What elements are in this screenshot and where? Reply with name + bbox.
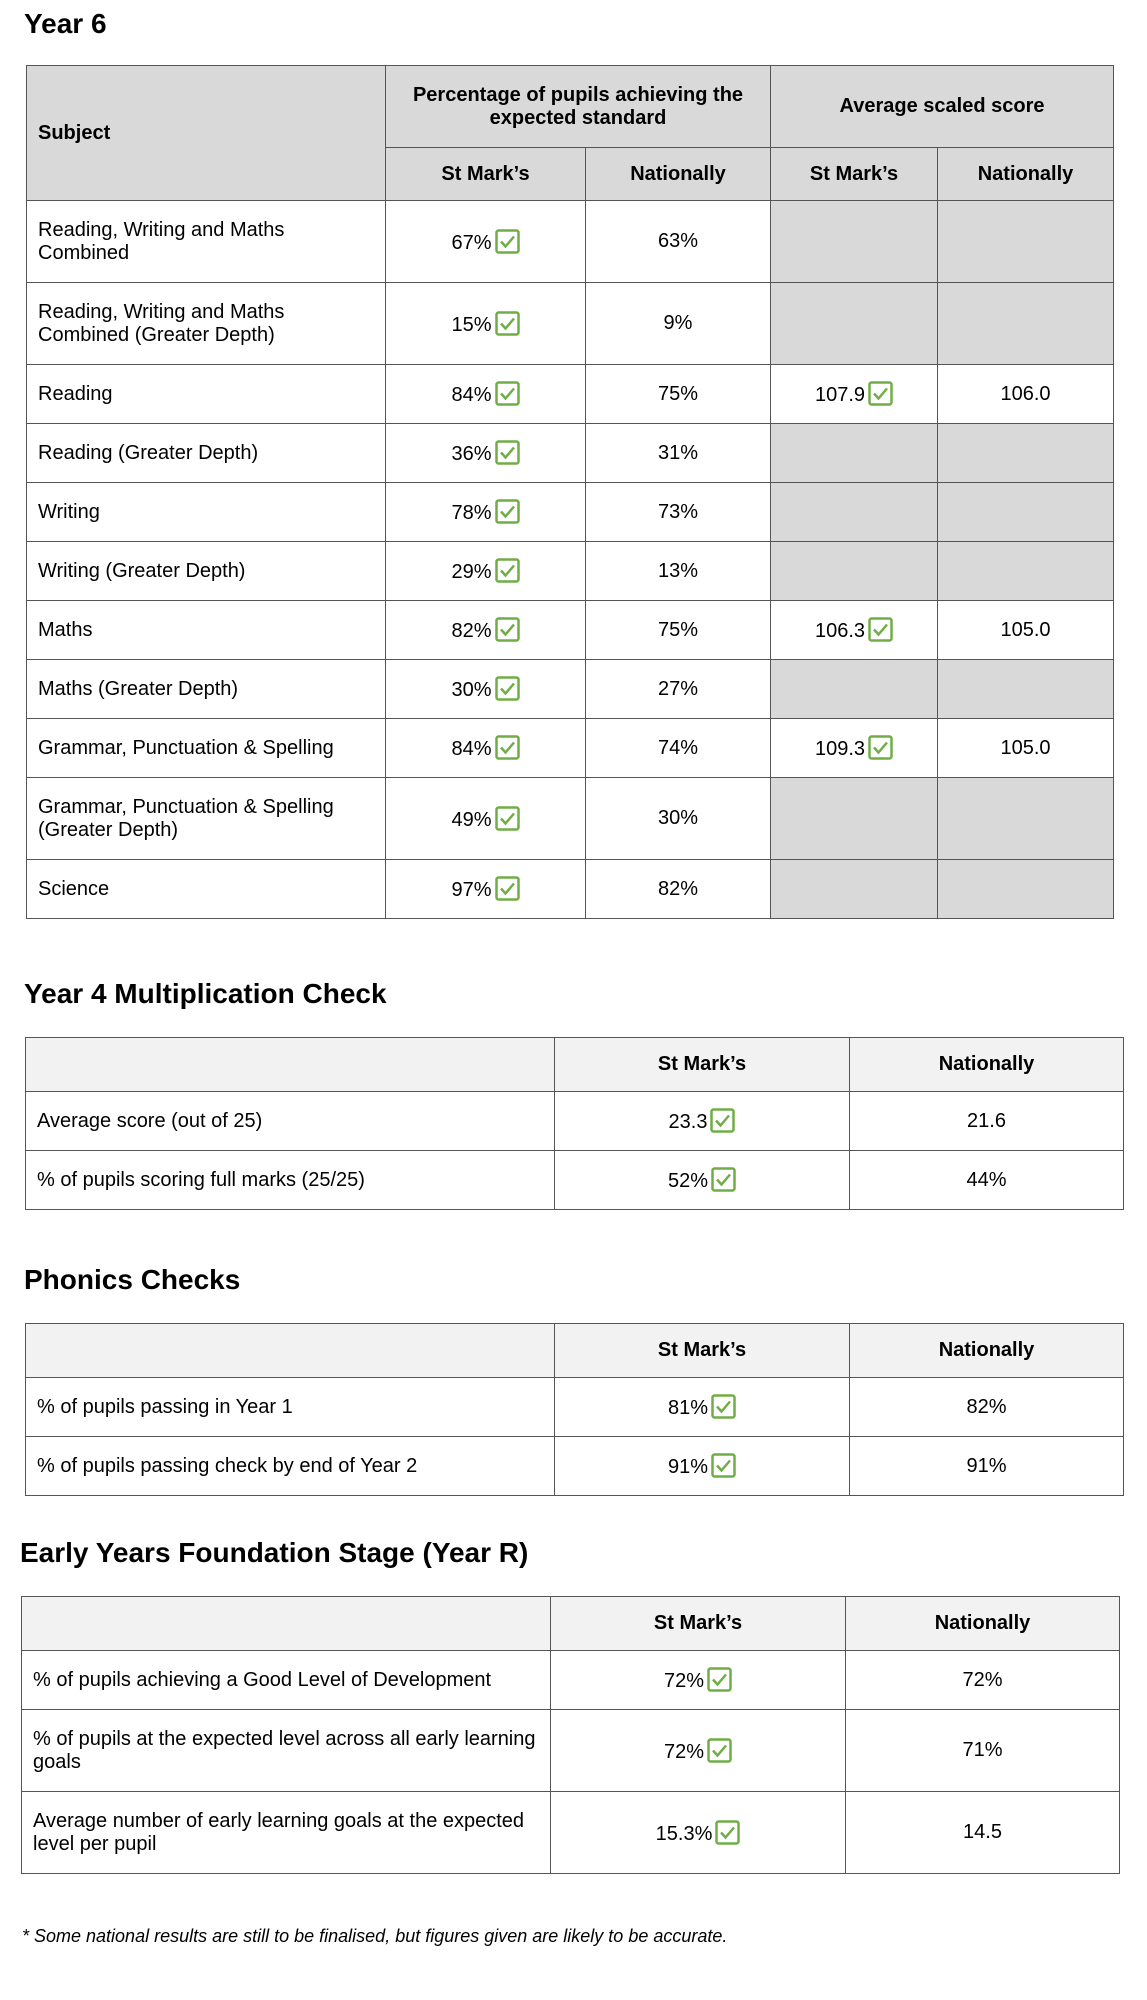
school-cell: 81% <box>555 1378 850 1437</box>
header-national-pct: Nationally <box>586 148 771 201</box>
tick-icon <box>715 1820 740 1845</box>
empty-cell <box>938 860 1114 919</box>
national-cell: 21.6 <box>850 1092 1124 1151</box>
table-row <box>27 201 1114 283</box>
year4-title: Year 4 Multiplication Check <box>24 978 387 1009</box>
header-national: Nationally <box>850 1324 1124 1378</box>
national-cell: 44% <box>850 1151 1124 1210</box>
subject-cell: Writing (Greater Depth) <box>27 542 386 601</box>
header-national-avg: Nationally <box>938 148 1114 201</box>
table-row <box>27 601 1114 660</box>
empty-cell <box>771 424 938 483</box>
header-school: St Mark’s <box>555 1038 850 1092</box>
table-row <box>27 483 1114 542</box>
subject-cell: Grammar, Punctuation & Spelling <box>27 719 386 778</box>
tick-icon <box>495 311 520 336</box>
national-pct-cell: 75% <box>586 601 771 660</box>
subject-cell: Maths <box>27 601 386 660</box>
national-pct-cell: 31% <box>586 424 771 483</box>
table-row <box>22 1710 1120 1792</box>
eyfs-title: Early Years Foundation Stage (Year R) <box>20 1537 529 1568</box>
school-pct-cell: 30% <box>386 660 586 719</box>
national-pct-cell: 27% <box>586 660 771 719</box>
empty-cell <box>771 483 938 542</box>
national-pct-cell: 82% <box>586 860 771 919</box>
table-row <box>27 860 1114 919</box>
year6-table <box>26 65 1114 919</box>
national-cell: 71% <box>846 1710 1120 1792</box>
tick-icon <box>495 499 520 524</box>
national-cell: 91% <box>850 1437 1124 1496</box>
empty-cell <box>938 283 1114 365</box>
header-average-score: Average scaled score <box>771 66 1114 148</box>
table-row <box>27 719 1114 778</box>
school-pct-cell: 84% <box>386 719 586 778</box>
label-cell: % of pupils achieving a Good Level of Development <box>22 1651 551 1710</box>
header-school-avg: St Mark’s <box>771 148 938 201</box>
tick-icon <box>495 440 520 465</box>
header-percentage: Percentage of pupils achieving the expected standard <box>386 66 771 148</box>
table-row <box>26 1092 1124 1151</box>
label-cell: % of pupils passing check by end of Year 2 <box>26 1437 555 1496</box>
table-row <box>27 424 1114 483</box>
tick-icon <box>711 1394 736 1419</box>
tick-icon <box>868 617 893 642</box>
table-row <box>22 1792 1120 1874</box>
empty-cell <box>771 201 938 283</box>
subject-cell: Science <box>27 860 386 919</box>
label-cell: % of pupils at the expected level across all early learning goals <box>22 1710 551 1792</box>
school-pct-cell: 49% <box>386 778 586 860</box>
school-pct-cell: 29% <box>386 542 586 601</box>
empty-cell <box>938 424 1114 483</box>
national-cell: 72% <box>846 1651 1120 1710</box>
national-pct-cell: 13% <box>586 542 771 601</box>
national-pct-cell: 74% <box>586 719 771 778</box>
table-row <box>27 283 1114 365</box>
table-row <box>27 778 1114 860</box>
tick-icon <box>710 1108 735 1133</box>
tick-icon <box>495 381 520 406</box>
eyfs-table <box>21 1596 1120 1874</box>
school-pct-cell: 15% <box>386 283 586 365</box>
tick-icon <box>495 229 520 254</box>
empty-cell <box>938 542 1114 601</box>
national-cell: 14.5 <box>846 1792 1120 1874</box>
empty-cell <box>771 660 938 719</box>
empty-cell <box>938 778 1114 860</box>
school-cell: 72% <box>551 1710 846 1792</box>
table-row <box>27 365 1114 424</box>
header-national: Nationally <box>846 1597 1120 1651</box>
school-pct-cell: 84% <box>386 365 586 424</box>
national-pct-cell: 30% <box>586 778 771 860</box>
school-pct-cell: 36% <box>386 424 586 483</box>
national-avg-cell: 106.0 <box>938 365 1114 424</box>
empty-cell <box>771 860 938 919</box>
school-pct-cell: 78% <box>386 483 586 542</box>
empty-cell <box>938 201 1114 283</box>
national-pct-cell: 75% <box>586 365 771 424</box>
header-blank <box>26 1038 555 1092</box>
label-cell: Average score (out of 25) <box>26 1092 555 1151</box>
subject-cell: Reading <box>27 365 386 424</box>
national-avg-cell: 105.0 <box>938 719 1114 778</box>
label-cell: Average number of early learning goals at the expected level per pupil <box>22 1792 551 1874</box>
phonics-title: Phonics Checks <box>24 1264 241 1295</box>
subject-cell: Reading, Writing and Maths Combined <box>27 201 386 283</box>
school-avg-cell: 109.3 <box>771 719 938 778</box>
table-row <box>27 542 1114 601</box>
tick-icon <box>495 806 520 831</box>
tick-icon <box>495 676 520 701</box>
school-cell: 72% <box>551 1651 846 1710</box>
tick-icon <box>707 1667 732 1692</box>
national-pct-cell: 63% <box>586 201 771 283</box>
table-row <box>26 1151 1124 1210</box>
national-pct-cell: 9% <box>586 283 771 365</box>
school-cell: 15.3% <box>551 1792 846 1874</box>
national-cell: 82% <box>850 1378 1124 1437</box>
table-row <box>26 1437 1124 1496</box>
tick-icon <box>868 381 893 406</box>
tick-icon <box>495 617 520 642</box>
empty-cell <box>771 283 938 365</box>
school-cell: 23.3 <box>555 1092 850 1151</box>
subject-cell: Grammar, Punctuation & Spelling (Greater Depth) <box>27 778 386 860</box>
phonics-table <box>25 1323 1124 1496</box>
tick-icon <box>868 735 893 760</box>
national-pct-cell: 73% <box>586 483 771 542</box>
empty-cell <box>771 778 938 860</box>
school-pct-cell: 82% <box>386 601 586 660</box>
tick-icon <box>495 558 520 583</box>
table-row <box>26 1378 1124 1437</box>
header-blank <box>26 1324 555 1378</box>
school-cell: 52% <box>555 1151 850 1210</box>
year4-table <box>25 1037 1124 1210</box>
header-national: Nationally <box>850 1038 1124 1092</box>
school-avg-cell: 107.9 <box>771 365 938 424</box>
header-school: St Mark’s <box>551 1597 846 1651</box>
empty-cell <box>771 542 938 601</box>
year6-title: Year 6 <box>24 8 107 39</box>
school-pct-cell: 67% <box>386 201 586 283</box>
subject-cell: Writing <box>27 483 386 542</box>
school-pct-cell: 97% <box>386 860 586 919</box>
label-cell: % of pupils scoring full marks (25/25) <box>26 1151 555 1210</box>
school-avg-cell: 106.3 <box>771 601 938 660</box>
header-blank <box>22 1597 551 1651</box>
header-subject: Subject <box>27 66 386 201</box>
tick-icon <box>495 735 520 760</box>
school-cell: 91% <box>555 1437 850 1496</box>
subject-cell: Reading, Writing and Maths Combined (Greater Depth) <box>27 283 386 365</box>
header-school-pct: St Mark’s <box>386 148 586 201</box>
national-avg-cell: 105.0 <box>938 601 1114 660</box>
tick-icon <box>711 1453 736 1478</box>
tick-icon <box>495 876 520 901</box>
label-cell: % of pupils passing in Year 1 <box>26 1378 555 1437</box>
empty-cell <box>938 660 1114 719</box>
table-row <box>22 1651 1120 1710</box>
table-row <box>27 660 1114 719</box>
footnote: * Some national results are still to be finalised, but figures given are likely to be accurate. <box>22 1926 728 1946</box>
tick-icon <box>711 1167 736 1192</box>
subject-cell: Reading (Greater Depth) <box>27 424 386 483</box>
tick-icon <box>707 1738 732 1763</box>
subject-cell: Maths (Greater Depth) <box>27 660 386 719</box>
empty-cell <box>938 483 1114 542</box>
header-school: St Mark’s <box>555 1324 850 1378</box>
